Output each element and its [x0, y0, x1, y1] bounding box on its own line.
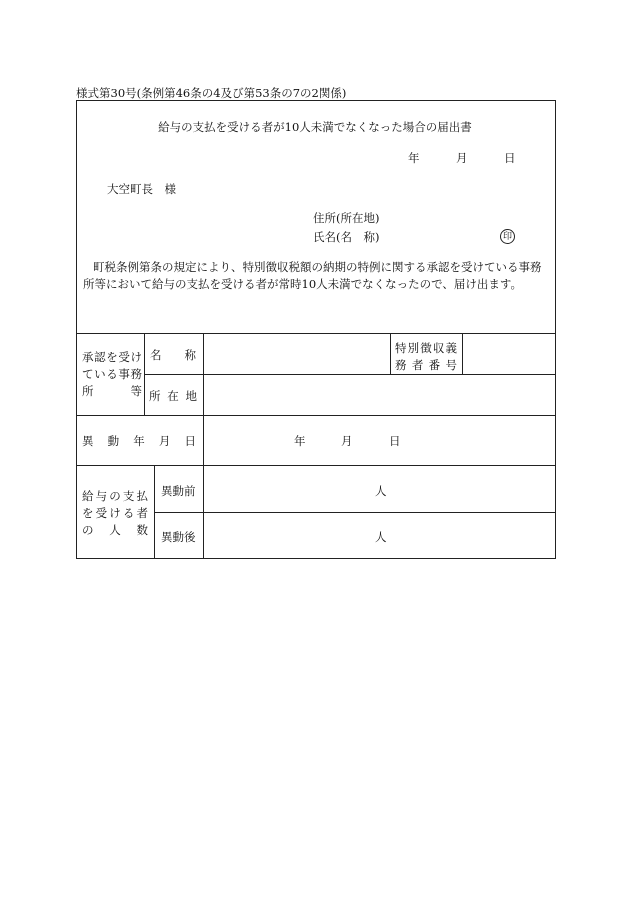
form-frame: [76, 100, 556, 559]
col-divider-office: [144, 333, 145, 415]
date-year-label: 年: [408, 151, 420, 165]
col-divider-count-value: [203, 465, 204, 559]
col-divider-collector-value: [462, 333, 463, 374]
document-title: 給与の支払を受ける者が10人未満でなくなった場合の届出書: [158, 120, 472, 134]
col-divider-date: [203, 415, 204, 465]
after-unit: 人: [375, 530, 387, 544]
col-divider-office-value: [203, 333, 204, 415]
date-day-label: 日: [504, 151, 516, 165]
date-month-label: 月: [456, 151, 468, 165]
special-collector-label: 特別徴収義務者番号: [395, 341, 457, 372]
row-divider-count: [76, 465, 556, 466]
notice-part3: の規定により、特別徴収税額の納期の特例に関する承認を受けている事務所等において給与の支払を受ける者が常時10人未満でなくなったので、届け出ます。: [83, 260, 542, 291]
change-date-year: 年: [294, 434, 306, 448]
notice-part1: 町税条例第: [93, 260, 151, 274]
row-divider-date: [76, 415, 556, 416]
row-divider-before-after: [154, 512, 556, 513]
seal-mark: 印: [500, 229, 515, 244]
row-divider-office: [144, 374, 556, 375]
location-label: 所在地: [149, 389, 197, 403]
address-label: 住所(所在地): [313, 211, 380, 225]
change-date-day: 日: [389, 434, 401, 448]
count-label: 給与の支払を受ける者の人数: [82, 489, 148, 537]
col-divider-collector: [390, 333, 391, 374]
name-field-label: 名 称: [150, 348, 196, 362]
form-number: 様式第30号(条例第46条の4及び第53条の7の2関係): [76, 86, 347, 100]
notice-part2: 条: [150, 260, 162, 274]
notice-text: [83, 259, 551, 293]
change-date-label: 異動年月日: [82, 434, 196, 448]
col-divider-count: [154, 465, 155, 559]
before-unit: 人: [375, 484, 387, 498]
before-label: 異動前: [161, 484, 196, 498]
change-date-month: 月: [341, 434, 353, 448]
recipient: 大空町長 様: [107, 182, 176, 196]
after-label: 異動後: [161, 530, 196, 544]
name-label: 氏名(名 称): [313, 230, 380, 244]
table-top-line: [76, 333, 556, 334]
office-label: 承認を受けている事務所等: [82, 350, 142, 398]
